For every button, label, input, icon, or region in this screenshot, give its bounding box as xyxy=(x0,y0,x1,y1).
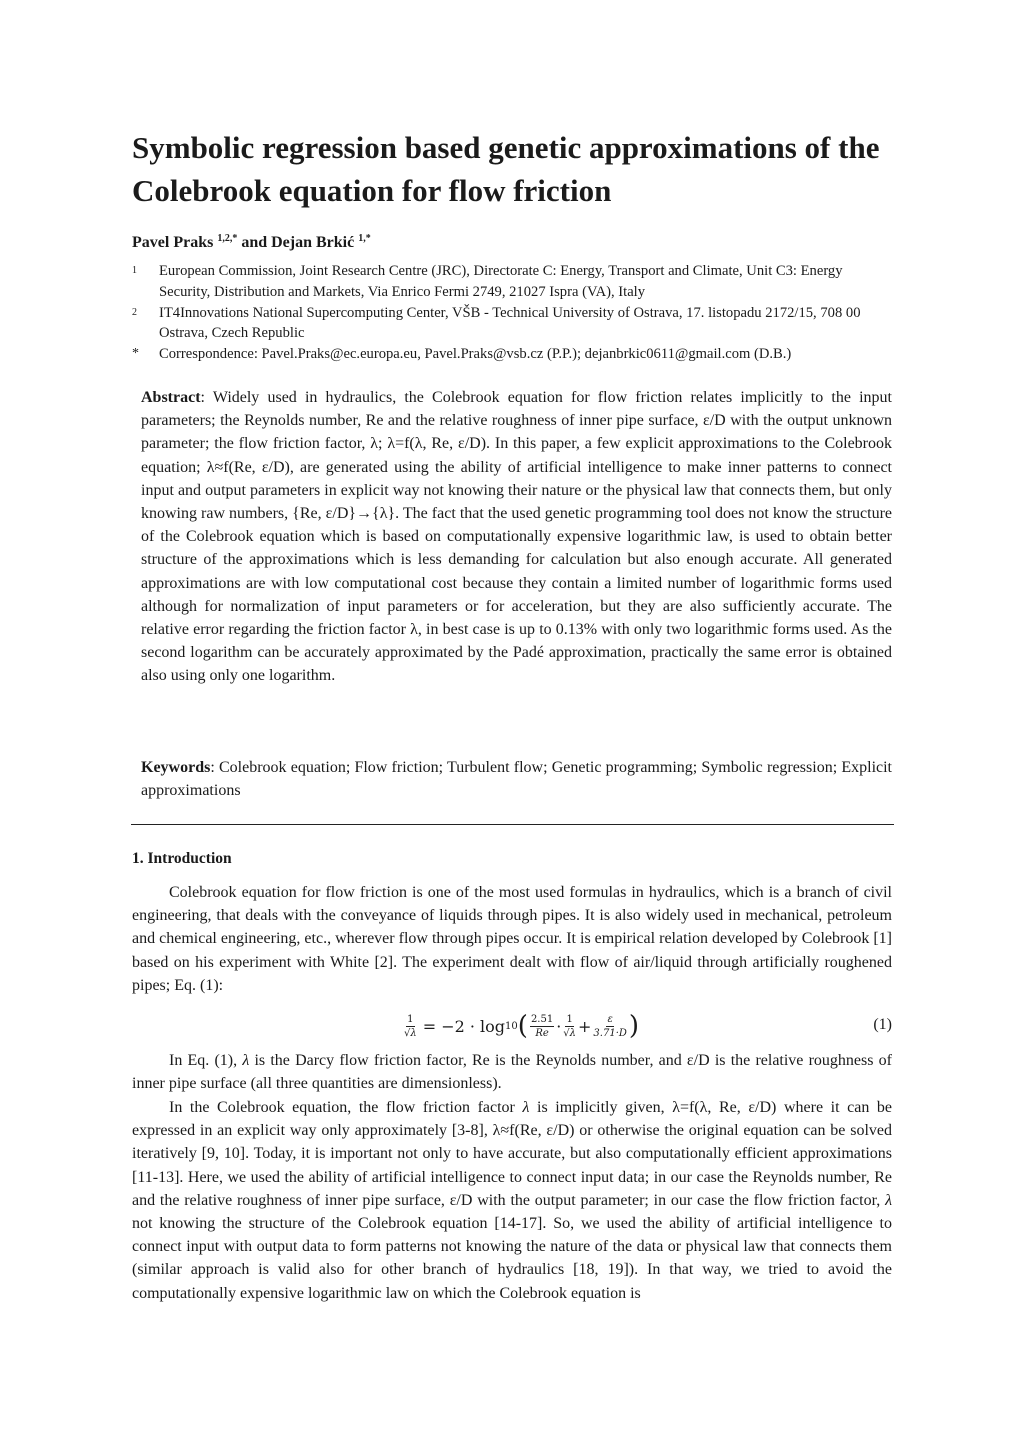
equation-number: (1) xyxy=(873,1016,892,1033)
affiliation-marker: 1 xyxy=(132,265,137,276)
correspondence-text: Correspondence: Pavel.Praks@ec.europa.eu, Pavel.Praks@vsb.cz (P.P.); dejanbrkic0611@gmail.com (D.B.) xyxy=(159,346,792,363)
affiliation-list xyxy=(132,261,896,365)
fraction-denominator: √λ xyxy=(563,1027,577,1039)
abstract-text: : Widely used in hydraulics, the Colebrook equation for flow friction relates implicitly to the input parameters; the Reynolds number, Re and the relative roughness of inner pipe surface, ε/D with the output unknown parameter; the flow friction factor, λ; λ=f(λ, Re, ε/D). In this paper, a few explicit approximations to the Colebrook equation; λ≈f(Re, ε/D), are generated using the ability of artificial intelligence to make inner patterns to connect input and output parameters in explicit way not knowing their nature or the physical law that connects them, but only knowing raw numbers, {Re, ε/D}→{λ}. The fact that the used genetic programming tool does not know the structure of the Colebrook equation which is based on computationally expensive logarithmic law, is used to obtain better structure of the approximations which is less demanding for calculation but also enough accurate. All generated approximations are with low computational cost because they contain a limited number of logarithmic forms used although for normalization of input parameters or for acceleration, but they are also sufficiently accurate. The relative error regarding the friction factor λ, in best case is up to 0.13% with only two logarithmic forms used. As the second logarithm can be accurately approximated by the Padé approximation, practically the same error is obtained also using only one logarithm. xyxy=(141,389,892,685)
affiliation-item xyxy=(132,261,896,303)
body-paragraph xyxy=(132,1096,892,1305)
body-paragraph xyxy=(132,1049,892,1095)
lambda-symbol: λ xyxy=(885,1191,892,1209)
equation-operator: = −2 · log xyxy=(422,1016,506,1036)
keywords xyxy=(141,756,892,802)
affiliation-marker: 2 xyxy=(132,306,137,318)
author-line xyxy=(132,229,371,253)
keywords-label: Keywords xyxy=(141,759,211,776)
fraction-denominator: Re xyxy=(535,1027,549,1039)
abstract-label: Abstract xyxy=(141,389,201,406)
paper-title: Symbolic regression based genetic approximations of the Colebrook equation for flow friction xyxy=(132,130,880,208)
text-run: is the Darcy flow friction factor, Re is the Reynolds number, and ε/D is the relative roughness of inner pipe surface (all three quantities are dimensionless). xyxy=(132,1052,893,1093)
text-run: is implicitly given, λ=f(λ, Re, ε/D) where it can be expressed in an explicit way only approximately [3-8], λ≈f(Re, ε/D) or otherwise the original equation can be solved iteratively [9, 10]. Today, it is important not only to have accurate, but also computationally efficient approximations [11-13]. Here, we used the ability of artificial intelligence to connect input data; in our case the Reynolds number, Re and the relative roughness of inner pipe surface, ε/D with the output parameter; in our case the flow friction factor, xyxy=(132,1099,893,1209)
affiliation-text: IT4Innovations National Supercomputing Center, VŠB - Technical University of Ostrava, 17. listopadu 2172/15, 708 00 Ostrava, Czech Republic xyxy=(159,304,861,342)
text-run: In Eq. (1), xyxy=(169,1052,243,1069)
author-conjunction: and xyxy=(241,234,268,251)
reynolds-fraction xyxy=(530,1014,554,1039)
roughness-fraction xyxy=(593,1014,626,1039)
section-divider xyxy=(131,824,894,825)
text-run: not knowing the structure of the Colebrook equation [14-17]. So, we used the ability of artificial intelligence to connect input with output data to form patterns not knowing the nature of the data or physical law that connects them (similar approach is valid also for other branch of hydraulics [18, 19]). In that way, we tried to avoid the computationally expensive logarithmic law on which the Colebrook equation is xyxy=(132,1215,892,1302)
colebrook-formula xyxy=(402,1008,639,1044)
text-run: In the Colebrook equation, the flow friction factor xyxy=(169,1099,523,1116)
root-lambda-fraction xyxy=(563,1014,576,1039)
body-paragraph: Colebrook equation for flow friction is one of the most used formulas in hydraulics, which is a branch of civil engineering, that deals with the conveyance of liquids through pipes. It is also widely used in mechanical, petroleum and chemical engineering, etc., wherever flow through pipes occur. It is empirical relation developed by Colebrook [1] based on his experiment with White [2]. The experiment dealt with flow of air/liquid through artificially roughened pipes; Eq. (1): xyxy=(132,884,892,994)
abstract xyxy=(141,386,892,688)
log-base: 10 xyxy=(505,1020,518,1032)
fraction-numerator: 1 xyxy=(566,1013,573,1025)
author-affiliation-marker: 1,2,* xyxy=(217,233,238,244)
author-name: Dejan Brkić xyxy=(271,234,355,251)
lhs-fraction xyxy=(404,1014,417,1039)
correspondence-marker: * xyxy=(132,346,139,362)
fraction-numerator: 1 xyxy=(407,1013,414,1025)
fraction-numerator: 2.51 xyxy=(530,1013,554,1025)
equation-operator: + xyxy=(578,1016,592,1036)
fraction-denominator: 3.71·D xyxy=(593,1027,627,1039)
open-paren: ( xyxy=(517,1011,528,1041)
equation-block xyxy=(132,1008,892,1044)
author-affiliation-marker: 1,* xyxy=(358,233,371,244)
correspondence-item xyxy=(132,344,896,365)
fraction-denominator: √λ xyxy=(404,1027,417,1039)
keywords-text: : Colebrook equation; Flow friction; Turbulent flow; Genetic programming; Symbolic regression; Explicit approximations xyxy=(141,759,892,800)
section-heading: 1. Introduction xyxy=(132,850,232,867)
close-paren: ) xyxy=(628,1011,640,1041)
fraction-numerator: ε xyxy=(607,1013,613,1025)
affiliation-item xyxy=(132,303,896,345)
affiliation-text: European Commission, Joint Research Centre (JRC), Directorate C: Energy, Transport and Climate, Unit C3: Energy Security, Distribution and Markets, Via Enrico Fermi 2749, 21027 Ispra (VA), Italy xyxy=(159,263,843,300)
lambda-symbol: λ xyxy=(242,1052,250,1069)
author-name: Pavel Praks xyxy=(132,234,214,251)
lambda-symbol: λ xyxy=(522,1099,530,1116)
equation-operator: · xyxy=(556,1016,562,1036)
